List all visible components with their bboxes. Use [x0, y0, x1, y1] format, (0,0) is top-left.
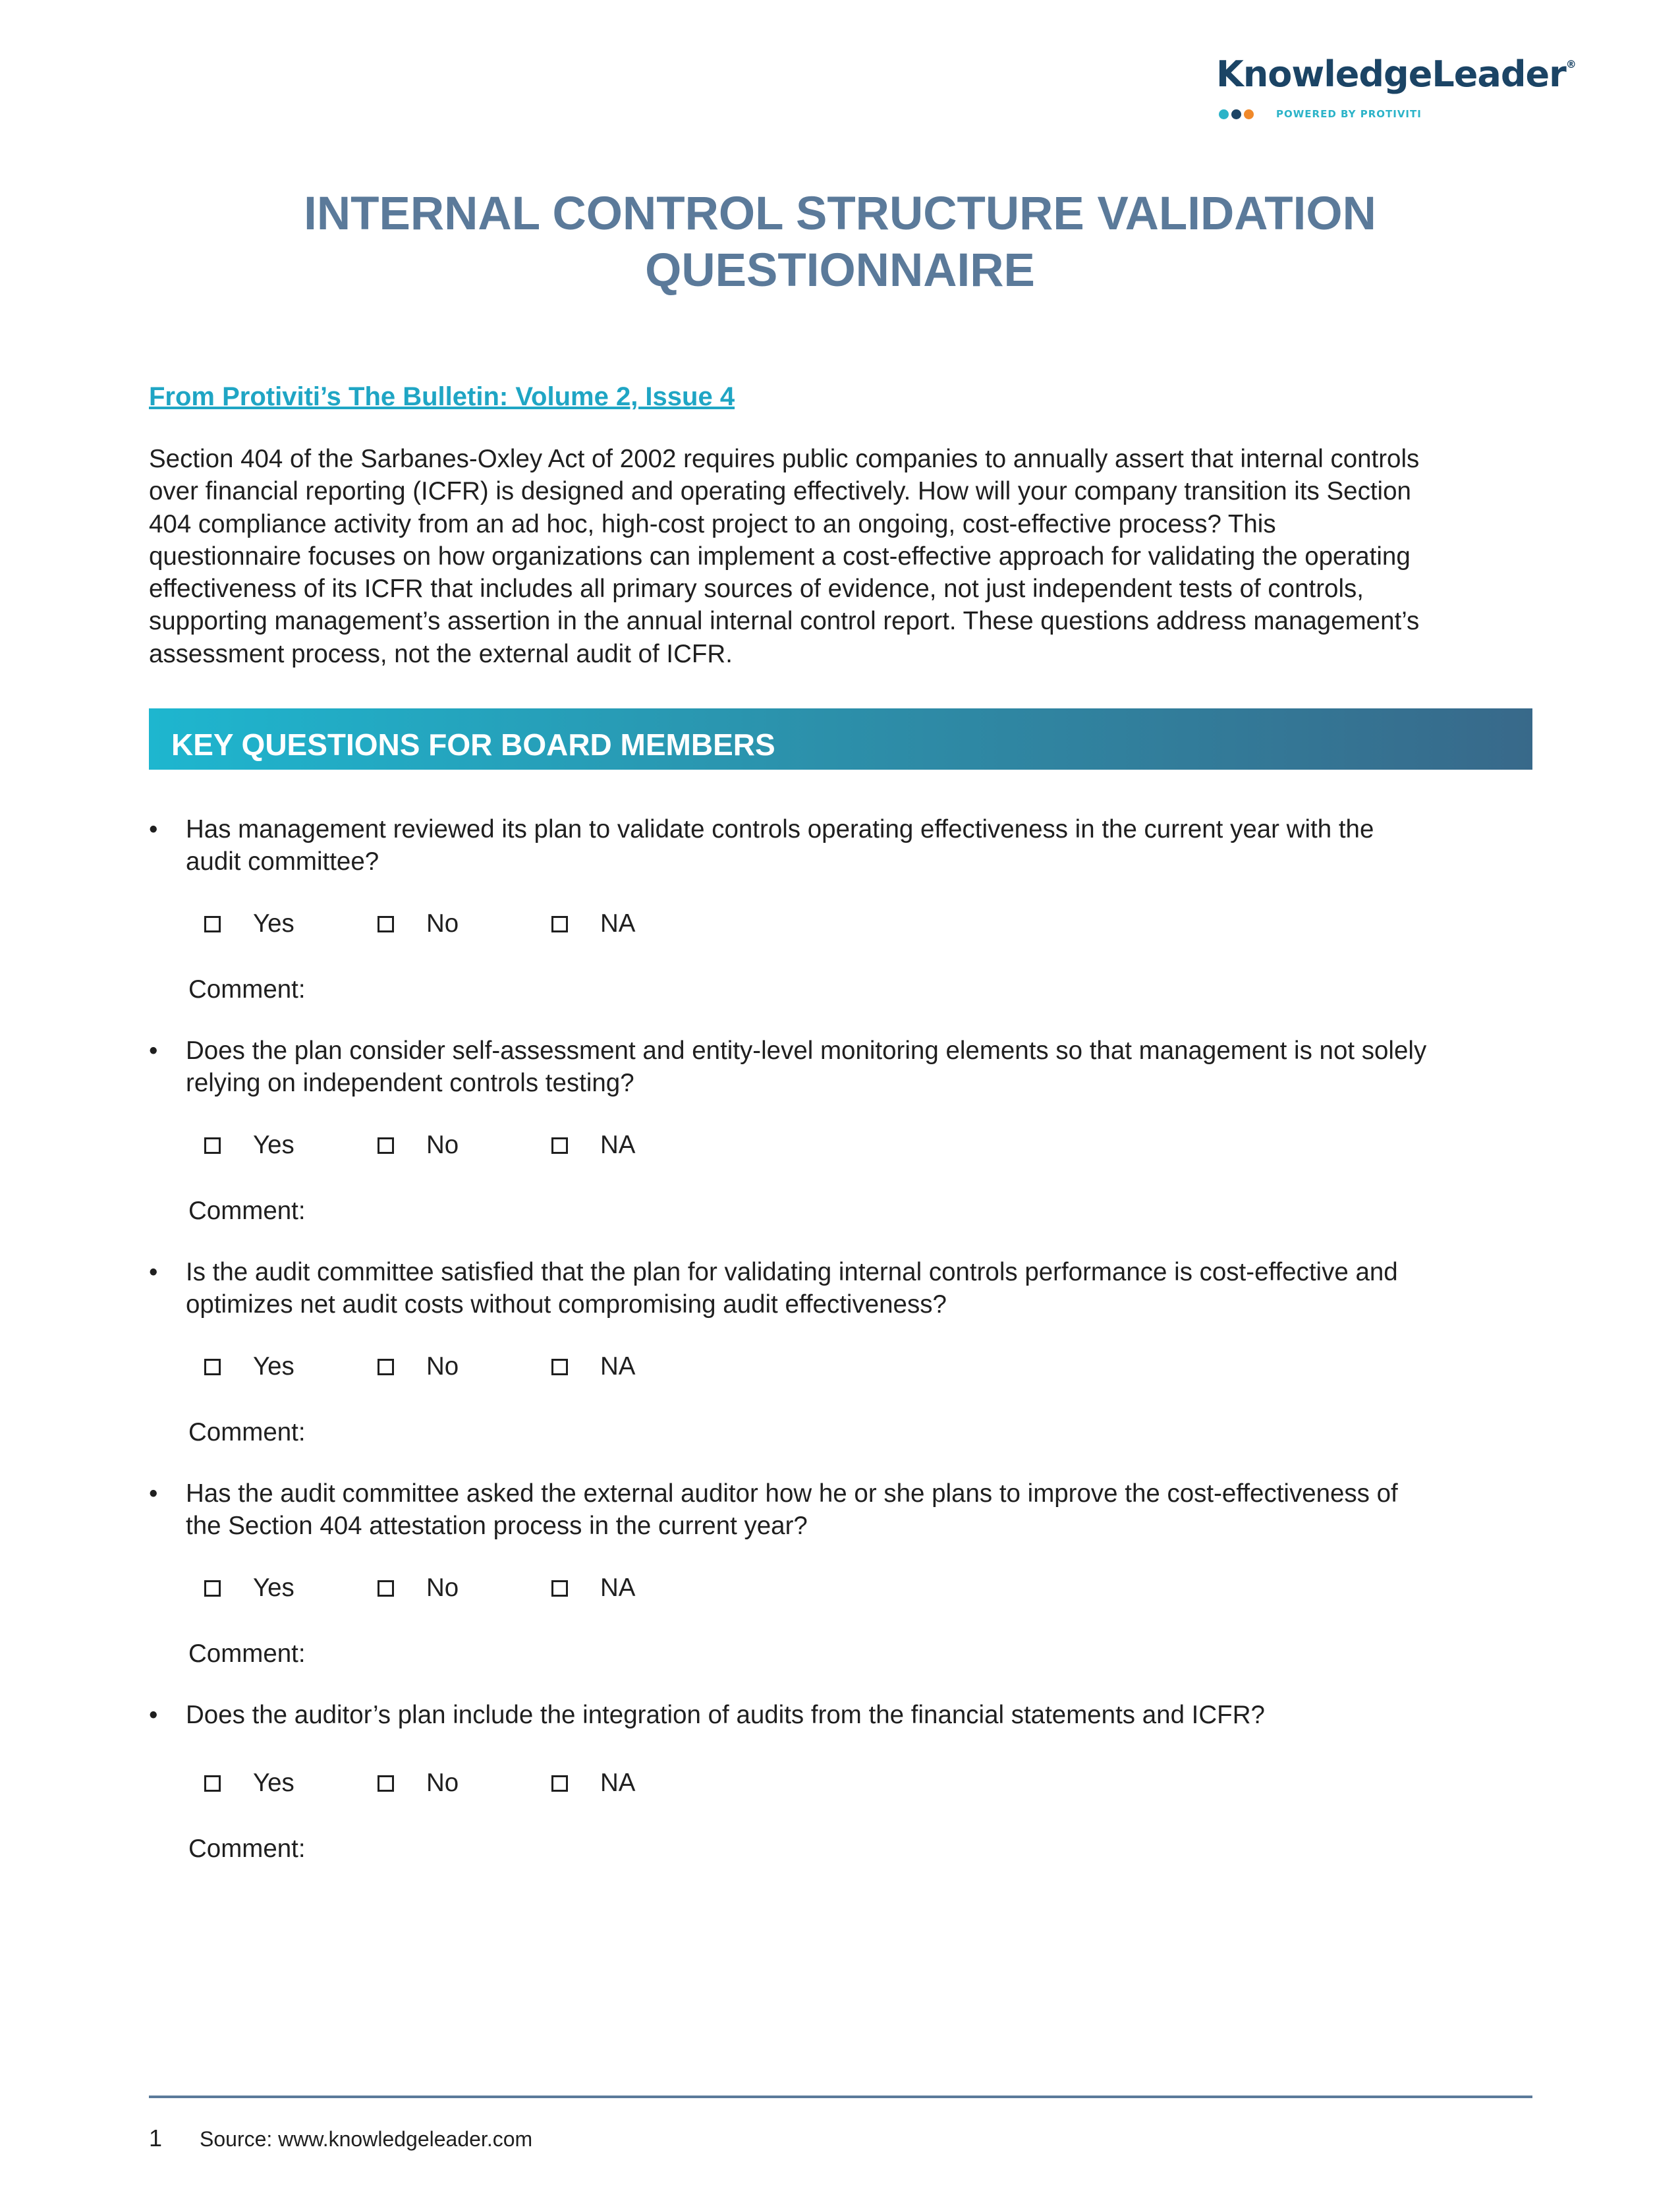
option-na[interactable] [551, 1572, 635, 1604]
option-no[interactable] [378, 1351, 459, 1383]
bullet-icon: • [149, 1479, 158, 1508]
option-no[interactable] [378, 908, 459, 940]
option-label: Yes [253, 1769, 294, 1797]
question-text-line: audit committee? [186, 847, 379, 876]
bullet-icon: • [149, 1701, 158, 1729]
logo-tagline: POWERED BY PROTIVITI [1276, 108, 1422, 120]
question-text-line: relying on independent controls testing? [186, 1069, 634, 1097]
checkbox-icon[interactable] [551, 1137, 568, 1154]
logo-dot-2 [1231, 109, 1241, 119]
comment-label-4: Comment: [188, 1640, 306, 1668]
logo-dot-3 [1244, 109, 1254, 119]
option-label: No [426, 1352, 459, 1381]
question-text-line: Has management reviewed its plan to validate controls operating effectiveness in the current year with the [186, 815, 1374, 843]
option-na[interactable] [551, 908, 635, 940]
option-na[interactable] [551, 1767, 635, 1799]
option-no[interactable] [378, 1767, 459, 1799]
checkbox-icon[interactable] [551, 1775, 568, 1792]
option-label: No [426, 1769, 459, 1797]
option-label: No [426, 1131, 459, 1159]
source-link[interactable]: From Protiviti’s The Bulletin: Volume 2, Issue 4 [149, 382, 735, 411]
checkbox-icon[interactable] [551, 1359, 568, 1375]
comment-label-5: Comment: [188, 1835, 306, 1863]
section-heading: KEY QUESTIONS FOR BOARD MEMBERS [171, 728, 775, 762]
option-label: Yes [253, 1131, 294, 1159]
checkbox-icon[interactable] [204, 1359, 221, 1375]
checkbox-icon[interactable] [204, 916, 221, 932]
question-text-line: Has the audit committee asked the external auditor how he or she plans to improve the cost-effectiveness of [186, 1479, 1398, 1508]
page-title [0, 186, 1680, 299]
question-5 [149, 1699, 1539, 1731]
option-yes[interactable] [204, 1572, 294, 1604]
footer-divider [149, 2096, 1532, 2098]
bullet-icon: • [149, 1258, 158, 1286]
question-3 [149, 1256, 1539, 1321]
intro-line: questionnaire focuses on how organizations can implement a cost-effective approach for validating the operating [149, 542, 1411, 571]
comment-label-3: Comment: [188, 1418, 306, 1446]
knowledgeleader-logo [1216, 51, 1576, 123]
checkbox-icon[interactable] [204, 1775, 221, 1792]
intro-line: supporting management’s assertion in the annual internal control report. These questions address management’s [149, 607, 1420, 636]
question-text-line: the Section 404 attestation process in the current year? [186, 1512, 808, 1540]
checkbox-icon[interactable] [378, 916, 394, 932]
option-label: NA [600, 1352, 636, 1381]
question-text-line: Does the auditor’s plan include the integration of audits from the financial statements and ICFR? [186, 1701, 1265, 1729]
intro-line: over financial reporting (ICFR) is designed and operating effectively. How will your company transition its Section [149, 477, 1411, 506]
option-label: Yes [253, 1352, 294, 1381]
intro-paragraph [149, 443, 1552, 670]
option-label: No [426, 909, 459, 938]
logo-wordmark: KnowledgeLeader [1216, 53, 1566, 95]
option-label: NA [600, 1574, 636, 1602]
page-title-line-2: QUESTIONNAIRE [645, 244, 1035, 297]
page-title-line-1: INTERNAL CONTROL STRUCTURE VALIDATION [304, 188, 1376, 240]
checkbox-icon[interactable] [551, 1580, 568, 1597]
comment-label-1: Comment: [188, 975, 306, 1004]
question-text-line: Does the plan consider self-assessment and entity-level monitoring elements so that management is not solely [186, 1037, 1427, 1065]
option-yes[interactable] [204, 1129, 294, 1161]
question-1 [149, 813, 1539, 878]
option-label: Yes [253, 1574, 294, 1602]
option-yes[interactable] [204, 1351, 294, 1383]
question-text-line: Is the audit committee satisfied that the plan for validating internal controls performance is cost-effective and [186, 1258, 1398, 1286]
intro-line: Section 404 of the Sarbanes-Oxley Act of 2002 requires public companies to annually assert that internal controls [149, 445, 1420, 473]
option-no[interactable] [378, 1129, 459, 1161]
option-label: No [426, 1574, 459, 1602]
bullet-icon: • [149, 1037, 158, 1065]
question-4 [149, 1477, 1539, 1542]
logo-dots-icon [1219, 109, 1254, 119]
checkbox-icon[interactable] [378, 1137, 394, 1154]
logo-dot-1 [1219, 109, 1229, 119]
registered-mark: ® [1565, 58, 1576, 71]
question-text-line: optimizes net audit costs without compromising audit effectiveness? [186, 1290, 947, 1319]
checkbox-icon[interactable] [378, 1359, 394, 1375]
checkbox-icon[interactable] [378, 1580, 394, 1597]
checkbox-icon[interactable] [378, 1775, 394, 1792]
question-2 [149, 1035, 1539, 1099]
section-banner [149, 708, 1532, 770]
option-label: NA [600, 909, 636, 938]
bullet-icon: • [149, 815, 158, 843]
checkbox-icon[interactable] [551, 916, 568, 932]
option-yes[interactable] [204, 908, 294, 940]
page-number: 1 [149, 2125, 163, 2152]
checkbox-icon[interactable] [204, 1580, 221, 1597]
option-na[interactable] [551, 1351, 635, 1383]
intro-line: assessment process, not the external audit of ICFR. [149, 639, 733, 668]
footer-source: Source: www.knowledgeleader.com [200, 2127, 533, 2151]
intro-line: effectiveness of its ICFR that includes all primary sources of evidence, not just independent tests of controls, [149, 575, 1364, 604]
option-label: NA [600, 1769, 636, 1797]
option-yes[interactable] [204, 1767, 294, 1799]
intro-line: 404 compliance activity from an ad hoc, high-cost project to an ongoing, cost-effective process? This [149, 509, 1276, 538]
comment-label-2: Comment: [188, 1197, 306, 1225]
option-label: Yes [253, 909, 294, 938]
checkbox-icon[interactable] [204, 1137, 221, 1154]
option-label: NA [600, 1131, 636, 1159]
option-na[interactable] [551, 1129, 635, 1161]
option-no[interactable] [378, 1572, 459, 1604]
